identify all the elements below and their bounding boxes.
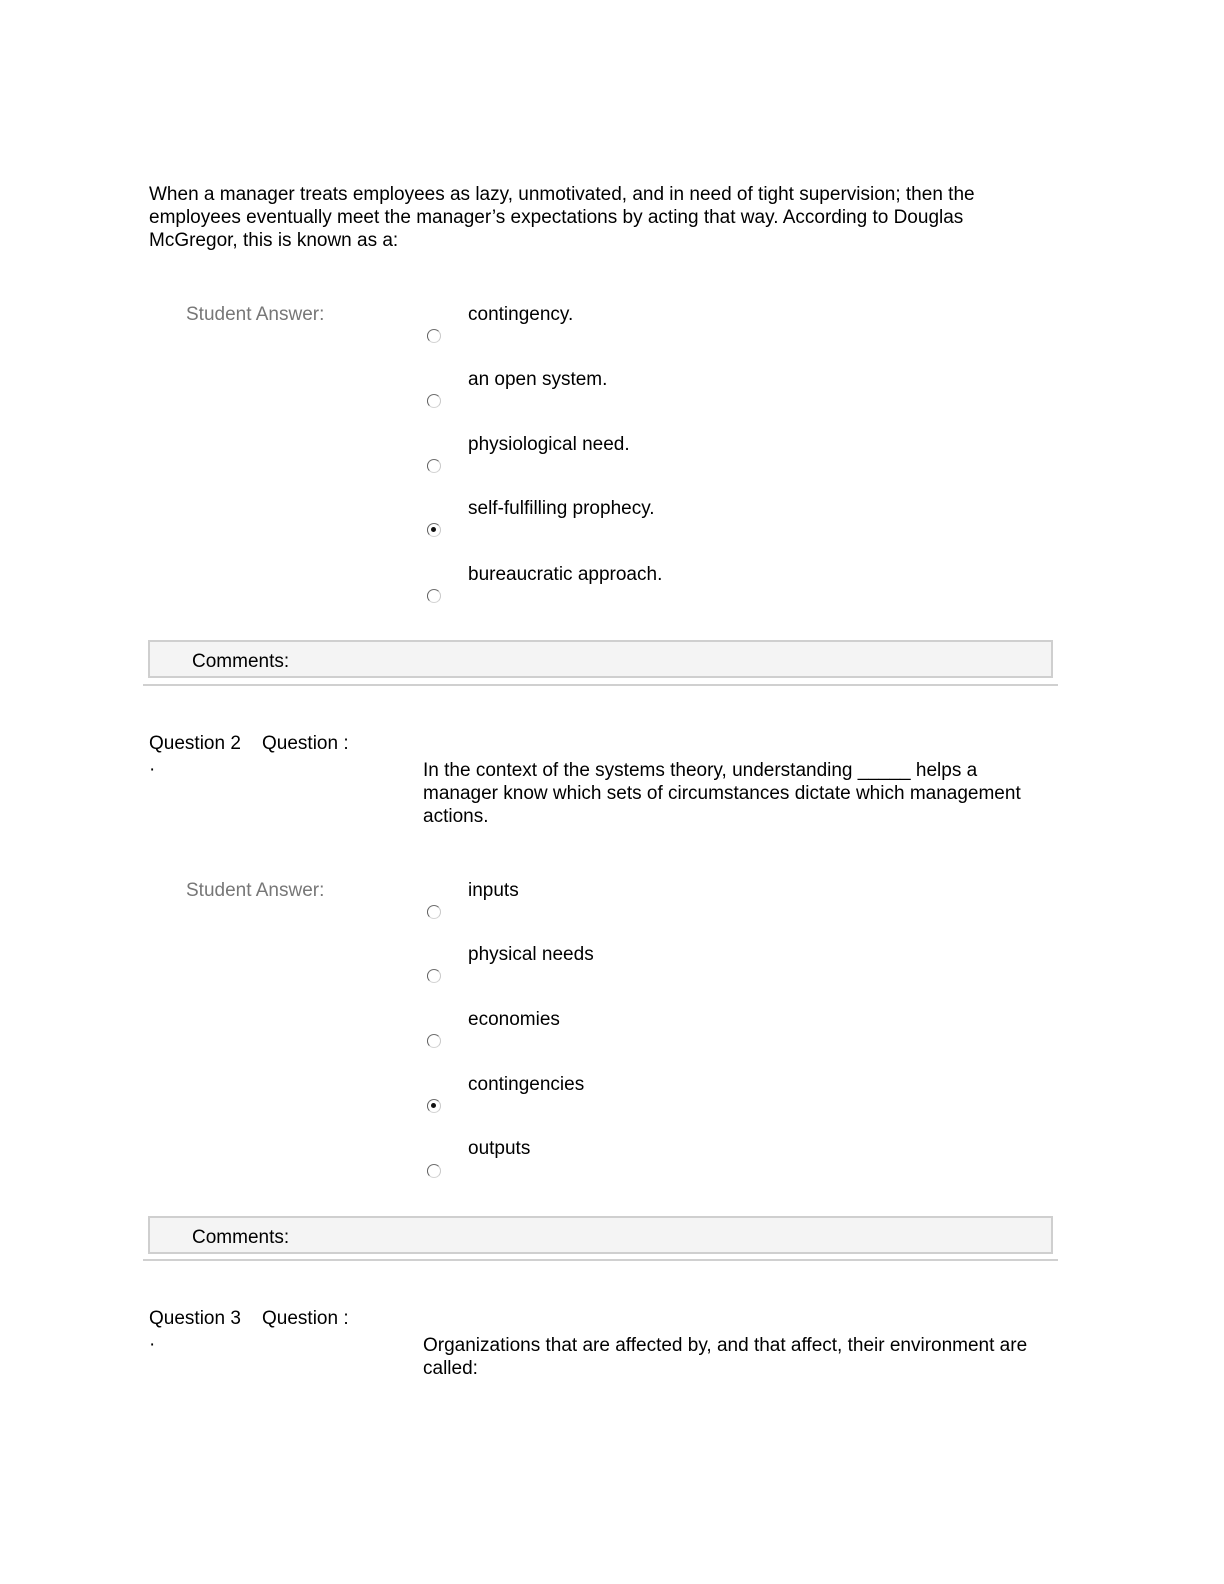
question-3-text: Organizations that are affected by, and that affect, their environment are called: [423,1335,1028,1379]
question-2-number: Question 2 [149,733,241,754]
q1-option-radio-selected[interactable] [427,523,441,537]
q2-option-radio[interactable] [427,1164,441,1178]
q1-option-label: bureaucratic approach. [468,564,663,585]
bullet: · [149,1334,156,1355]
q2-option-radio[interactable] [427,905,441,919]
comments-box [148,640,1053,678]
separator [143,684,1058,686]
bullet: · [149,759,156,780]
comments-box [148,1216,1053,1254]
student-answer-label: Student Answer: [186,880,325,901]
separator [143,1259,1058,1261]
q1-option-label: an open system. [468,369,608,390]
question-1-text: When a manager treats employees as lazy, unmotivated, and in need of tight supervision; then the employees eventually meet the manager’s expectations by acting that way. According to Douglas McGregor, this is known as a: [149,184,975,251]
q1-option-label: contingency. [468,304,574,325]
q1-option-label: self-fulfilling prophecy. [468,498,655,519]
question-2-label: Question : [262,733,349,754]
q1-option-radio[interactable] [427,459,441,473]
q1-option-label: physiological need. [468,434,630,455]
question-2-text: In the context of the systems theory, understanding _____ helps a manager know which sets of circumstances dictate which management actions. [423,760,1021,827]
q1-option-radio[interactable] [427,329,441,343]
student-answer-label: Student Answer: [186,304,325,325]
q2-option-label: economies [468,1009,560,1030]
q1-option-radio[interactable] [427,589,441,603]
question-3-label: Question : [262,1308,349,1329]
comments-label: Comments: [192,1227,290,1248]
q1-option-radio[interactable] [427,394,441,408]
q2-option-radio-selected[interactable] [427,1099,441,1113]
q2-option-radio[interactable] [427,969,441,983]
q2-option-radio[interactable] [427,1034,441,1048]
q2-option-label: contingencies [468,1074,585,1095]
q2-option-label: inputs [468,880,519,901]
question-3-number: Question 3 [149,1308,241,1329]
q2-option-label: physical needs [468,944,594,965]
comments-label: Comments: [192,651,290,672]
q2-option-label: outputs [468,1138,531,1159]
